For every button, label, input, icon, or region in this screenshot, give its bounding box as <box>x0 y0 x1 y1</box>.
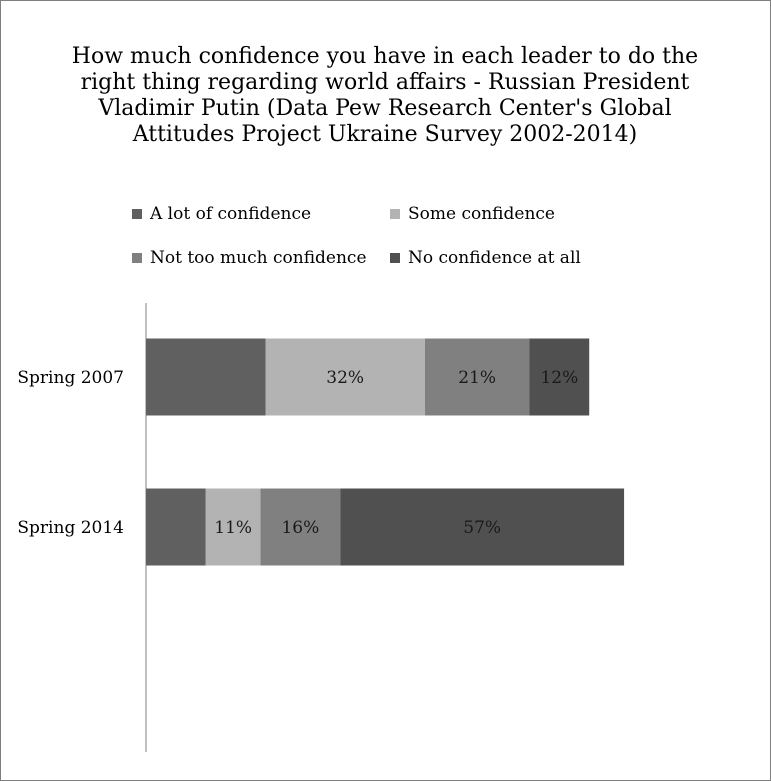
bar-segment <box>146 339 266 416</box>
data-label: 16% <box>281 518 320 538</box>
chart-title: How much confidence you have in each leader to do the right thing regarding world affairs - Russian President Vladimir Putin (Data Pew Research Center's Global Attitudes Project Ukraine Survey 2002-2014) <box>71 44 699 147</box>
data-label: 32% <box>326 368 365 388</box>
legend-label-a-lot: A lot of confidence <box>150 204 312 224</box>
data-label: 21% <box>458 368 497 388</box>
category-label: Spring 2014 <box>17 518 124 538</box>
legend-label-some: Some confidence <box>408 204 555 224</box>
data-label: 57% <box>463 518 502 538</box>
bar-segment <box>146 489 206 566</box>
category-label: Spring 2007 <box>17 368 124 388</box>
legend-label-not-too-much: Not too much confidence <box>150 248 367 268</box>
data-label: 11% <box>214 518 253 538</box>
data-label: 12% <box>540 368 579 388</box>
legend-label-no-confidence: No confidence at all <box>408 248 581 268</box>
